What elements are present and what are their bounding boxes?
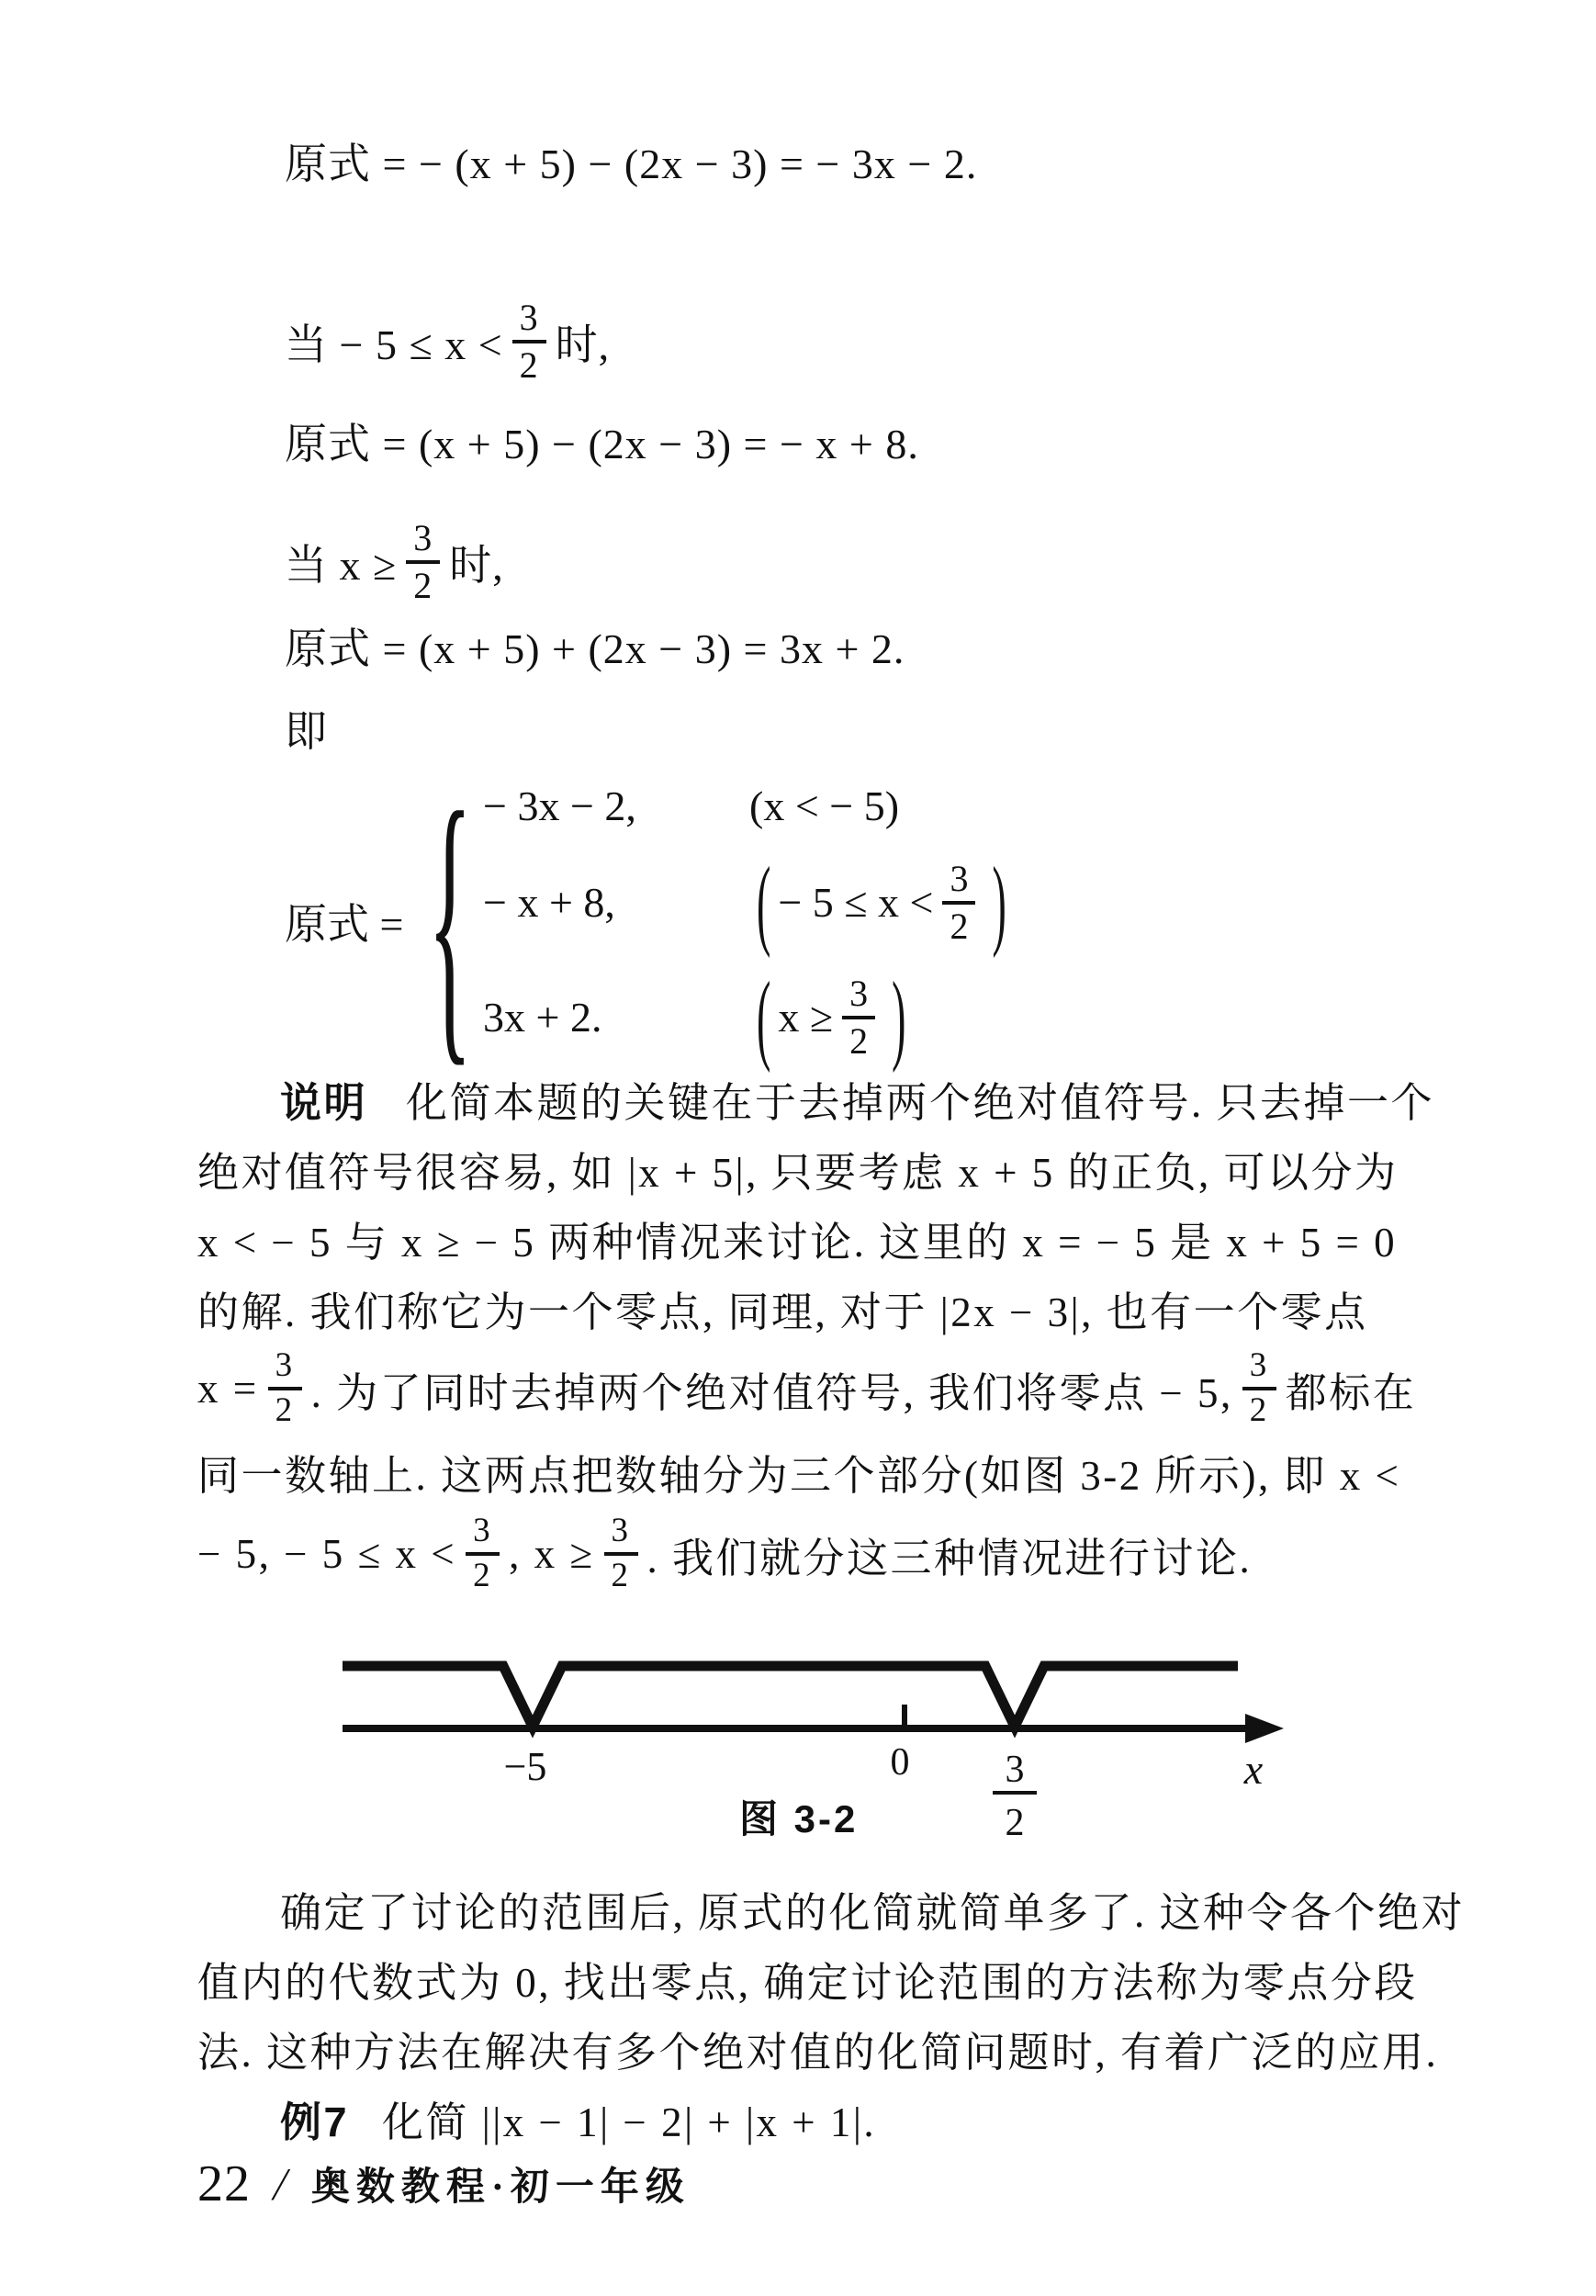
fraction-three-halves <box>512 298 546 385</box>
close-paren: ) <box>992 846 1006 959</box>
figure-caption: 图 3-2 <box>739 1797 859 1840</box>
fraction-three-halves <box>942 857 975 947</box>
fraction-numerator: 3 <box>466 1514 500 1556</box>
fraction-numerator: 3 <box>1242 1348 1276 1390</box>
condition-text: 当 − 5 ≤ x < <box>285 321 503 368</box>
conclusion-line-3: 法. 这种方法在解决有多个绝对值的化简问题时, 有着广泛的应用. <box>197 2029 1439 2076</box>
fraction-three-halves <box>406 519 440 605</box>
explanation-text: . 我们就分这三种情况进行讨论. <box>646 1535 1253 1581</box>
numberline-band-with-notches <box>343 1666 1238 1727</box>
piecewise-row-2 <box>483 846 1014 959</box>
piecewise-definition <box>285 749 1014 1092</box>
piecewise-condition: − 5 ≤ x < <box>778 879 934 926</box>
explanation-text: . 为了同时去掉两个绝对值符号, 我们将零点 − 5, <box>310 1369 1233 1416</box>
explanation-label: 说明 <box>280 1078 368 1126</box>
explanation-paragraph <box>197 1064 1434 1600</box>
footer-separator: / <box>269 2158 293 2210</box>
label-frac-numerator: 3 <box>1005 1749 1025 1791</box>
equation-line-3: 原式 = (x + 5) + (2x − 3) = 3x + 2. <box>285 625 905 672</box>
fraction-denominator: 2 <box>413 565 433 606</box>
piecewise-lhs: 原式 = <box>285 900 404 948</box>
piecewise-row-3 <box>483 955 1014 1079</box>
fraction-numerator: 3 <box>406 519 440 564</box>
fraction-numerator: 3 <box>268 1348 302 1390</box>
explanation-line-1 <box>197 1064 1434 1133</box>
case-condition-2 <box>285 489 504 636</box>
book-title: 奥数教程·初一年级 <box>310 2167 691 2209</box>
fraction-three-halves <box>842 974 875 1061</box>
explanation-line-3: x < − 5 与 x ≥ − 5 两种情况来讨论. 这里的 x = − 5 是 x + 5 = 0 <box>197 1219 1398 1266</box>
label-zero: 0 <box>890 1741 910 1784</box>
explanation-text: − 5, − 5 ≤ x < <box>197 1531 457 1577</box>
page-footer <box>197 2155 691 2213</box>
case-condition-1 <box>285 268 610 415</box>
piecewise-expression: 3x + 2. <box>483 994 602 1041</box>
fraction-three-halves <box>604 1514 638 1594</box>
page-number: 22 <box>197 2155 251 2212</box>
label-neg5: −5 <box>503 1744 547 1789</box>
fraction-three-halves <box>1242 1348 1276 1429</box>
condition-text: 当 x ≥ <box>285 542 398 589</box>
piecewise-rows <box>483 762 1014 1079</box>
fraction-three-halves <box>268 1348 302 1429</box>
explanation-line-6: 同一数轴上. 这两点把数轴分为三个部分(如图 3-2 所示), 即 x < <box>197 1452 1401 1499</box>
fraction-denominator: 2 <box>473 1557 493 1594</box>
condition-text: 时, <box>449 542 504 589</box>
fraction-numerator: 3 <box>942 860 975 905</box>
example-text: 化简 ||x − 1| − 2| + |x + 1|. <box>382 2099 877 2145</box>
fraction-three-halves <box>466 1514 500 1594</box>
label-frac-denominator: 2 <box>1005 1802 1025 1844</box>
equation-line-1: 原式 = − (x + 5) − (2x − 3) = − 3x − 2. <box>285 141 978 187</box>
example-7-line <box>280 2083 876 2153</box>
fraction-numerator: 3 <box>842 974 875 1019</box>
piecewise-row-1 <box>483 762 1014 850</box>
fraction-denominator: 2 <box>950 905 969 947</box>
axis-arrowhead-icon <box>1245 1714 1284 1743</box>
piecewise-expression: − 3x − 2, <box>483 782 636 829</box>
fraction-numerator: 3 <box>604 1514 638 1556</box>
explanation-line-7 <box>197 1508 1434 1600</box>
curly-brace: { <box>428 749 472 1092</box>
condition-text: 时, <box>555 321 611 368</box>
fraction-denominator: 2 <box>849 1019 869 1062</box>
explanation-line-5 <box>197 1343 1434 1435</box>
example-label: 例7 <box>280 2098 350 2145</box>
conclusion-line-2: 值内的代数式为 0, 找出零点, 确定讨论范围的方法称为零点分段 <box>197 1959 1418 2006</box>
fraction-numerator: 3 <box>512 298 546 343</box>
fraction-denominator: 2 <box>1249 1391 1269 1429</box>
close-paren: ) <box>892 961 906 1074</box>
piecewise-expression: − x + 8, <box>483 879 615 926</box>
fraction-denominator: 2 <box>275 1391 295 1429</box>
conclusion-line-1: 确定了讨论的范围后, 原式的化简就简单多了. 这种令各个绝对 <box>280 1889 1466 1936</box>
explanation-text: , x ≥ <box>509 1531 595 1577</box>
explanation-text: 都标在 <box>1285 1369 1417 1416</box>
fraction-denominator: 2 <box>611 1557 631 1594</box>
open-paren: ( <box>757 961 771 1074</box>
explanation-text: 化简本题的关键在于去掉两个绝对值符号. 只去掉一个 <box>406 1079 1435 1126</box>
piecewise-condition: x ≥ <box>778 994 834 1041</box>
conclusion-paragraph <box>197 1874 1465 2083</box>
explanation-line-4: 的解. 我们称它为一个零点, 同理, 对于 |2x − 3|, 也有一个零点 <box>197 1289 1368 1335</box>
piecewise-condition: (x < − 5) <box>749 782 900 829</box>
open-paren: ( <box>757 846 771 959</box>
fraction-denominator: 2 <box>519 344 539 386</box>
explanation-text: x = <box>197 1366 259 1412</box>
then-word: 即 <box>285 708 328 755</box>
axis-variable-label: x <box>1243 1746 1264 1793</box>
explanation-line-2: 绝对值符号很容易, 如 |x + 5|, 只要考虑 x + 5 的正负, 可以分为 <box>197 1149 1399 1196</box>
equation-line-2: 原式 = (x + 5) − (2x − 3) = − x + 8. <box>285 421 919 467</box>
